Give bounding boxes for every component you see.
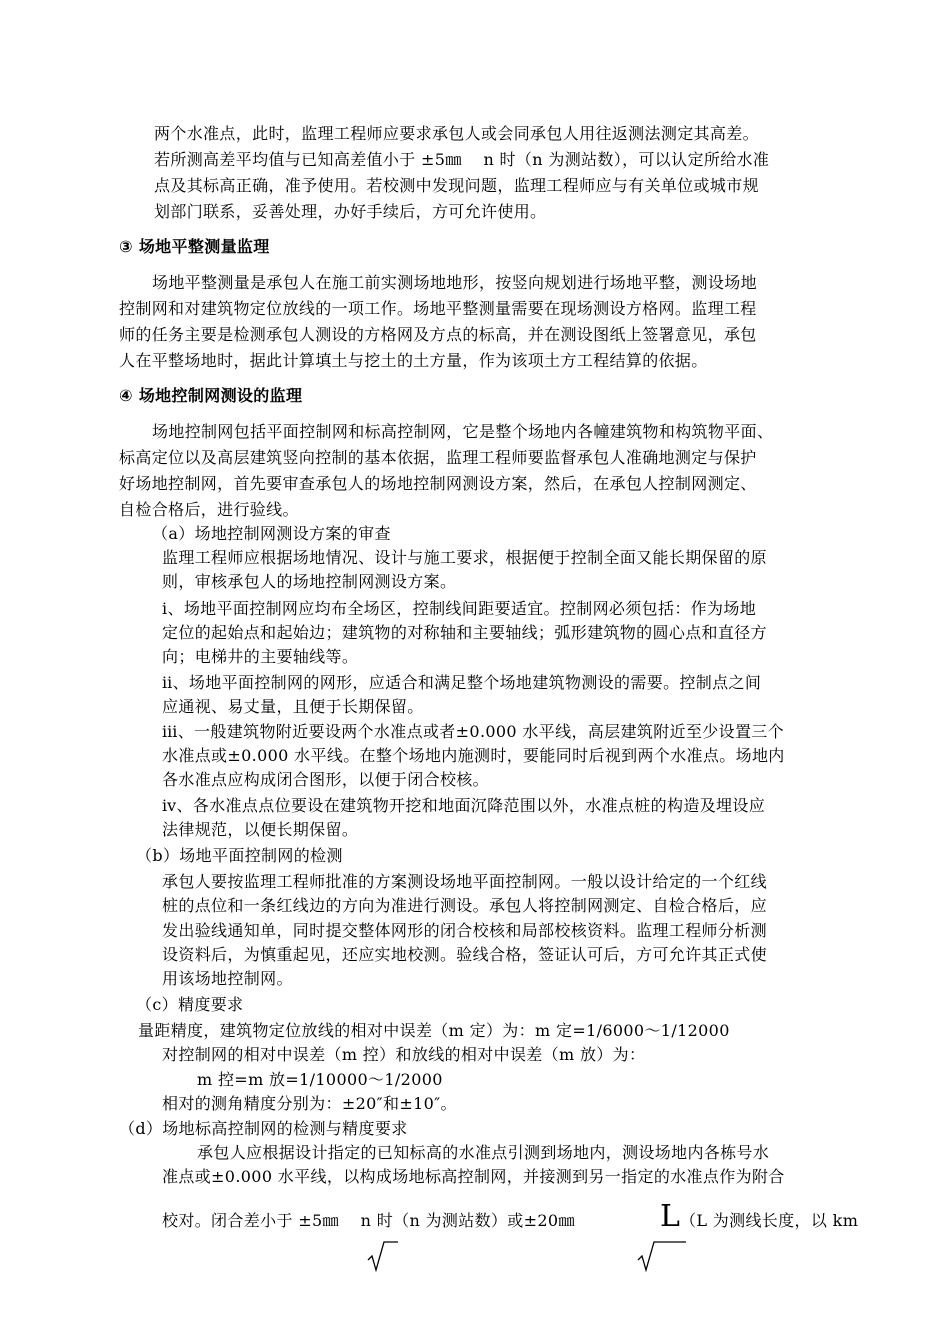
- formula-symbol: L: [660, 1199, 680, 1234]
- text-line: 向；电梯井的主要轴线等。: [162, 647, 359, 666]
- text-line: 应通视、易丈量，且便于长期保留。: [162, 697, 424, 716]
- subsection-title: （d）场地标高控制网的检测与精度要求: [119, 1119, 408, 1138]
- text-line: ⅱ、场地平面控制网的网形，应适合和满足整个场地建筑物测设的需要。控制点之间: [162, 673, 762, 692]
- text-line: 定位的起始点和起始边；建筑物的对称轴和主要轴线；弧形建筑物的圆心点和直径方: [162, 623, 767, 642]
- section-heading: ③ 场地平整测量监理: [119, 237, 270, 256]
- text-line: 好场地控制网，首先要审查承包人的场地控制网测设方案，然后，在承包人控制网测定、: [119, 474, 757, 493]
- text-line: 场地控制网包括平面控制网和标高控制网，它是整个场地内各幢建筑物和构筑物平面、: [152, 422, 774, 441]
- text-line: 则，审核承包人的场地控制网测设方案。: [162, 572, 457, 591]
- text-line: 两个水准点，此时，监理工程师应要求承包人或会同承包人用往返测法测定其高差。: [154, 124, 759, 143]
- radical-sign-icon: [636, 1238, 688, 1272]
- text-line: 师的任务主要是检测承包人测设的方格网及方点的标高，并在测设图纸上签署意见，承包: [119, 325, 757, 344]
- text-line: m 控=m 放=1/10000～1/2000: [197, 1070, 443, 1089]
- subsection-title: （c）精度要求: [136, 995, 244, 1014]
- text-line: ⅳ、各水准点点位要设在建筑物开挖和地面沉降范围以外，水准点桩的构造及埋设应: [162, 796, 766, 815]
- section-heading: ④ 场地控制网测设的监理: [119, 386, 303, 405]
- text-line: 承包人要按监理工程师批准的方案测设场地平面控制网。一般以设计给定的一个红线: [162, 872, 767, 891]
- text-line: ⅰ、场地平面控制网应均布全场区，控制线间距要适宜。控制网必须包括：作为场地: [162, 599, 757, 618]
- subsection-title: （b）场地平面控制网的检测: [136, 846, 343, 865]
- text-line: 若所测高差平均值与已知高差值小于 ±5㎜ n 时（n 为测站数），可以认定所给水准: [154, 150, 770, 169]
- text-line: 发出验线通知单，同时提交整体网形的闭合校核和局部校核资料。监理工程师分析测: [162, 921, 767, 940]
- text-line: 准点或±0.000 水平线，以构成场地标高控制网，并接测到另一指定的水准点作为附合: [162, 1167, 785, 1186]
- text-line: 自检合格后，进行验线。: [119, 500, 299, 519]
- text-line: 校对。闭合差小于 ±5㎜ n 时（n 为测站数）或±20㎜: [162, 1211, 592, 1230]
- text-line: 标高定位以及高层建筑竖向控制的基本依据，监理工程师要监督承包人准确地测定与保护: [119, 448, 757, 467]
- text-line: （L 为测线长度，以 km: [680, 1211, 859, 1230]
- text-line: 法律规范，以便长期保留。: [162, 820, 359, 839]
- subsection-title: （a）场地控制网测设方案的审查: [152, 524, 391, 543]
- text-line: 各水准点应构成闭合图形，以便于闭合校核。: [162, 770, 490, 789]
- text-line: 用该场地控制网。: [162, 969, 293, 988]
- text-line: 相对的测角精度分别为：±20″和±10″。: [162, 1094, 457, 1113]
- text-line: 划部门联系，妥善处理，办好手续后，方可允许使用。: [154, 202, 547, 221]
- text-line: 场地平整测量是承包人在施工前实测场地地形，按竖向规划进行场地平整，测设场地: [152, 273, 757, 292]
- text-line: 对控制网的相对中误差（m 控）和放线的相对中误差（m 放）为：: [162, 1045, 646, 1064]
- text-line: 量距精度，建筑物定位放线的相对中误差（m 定）为：m 定=1/6000～1/12000: [138, 1021, 730, 1040]
- text-line: 设资料后，为慎重起见，还应实地校测。验线合格，签证认可后，方可允许其正式使: [162, 945, 767, 964]
- text-line: 监理工程师应根据场地情况、设计与施工要求，根据便于控制全面又能长期保留的原: [162, 548, 767, 567]
- text-line: 承包人应根据设计指定的已知标高的水准点引测到场地内，测设场地内各栋号水: [197, 1143, 770, 1162]
- text-line: 桩的点位和一条红线边的方向为准进行测设。承包人将控制网测定、自检合格后，应: [162, 896, 767, 915]
- radical-sign-icon: [366, 1238, 400, 1272]
- text-line: 点及其标高正确，准予使用。若校测中发现问题，监理工程师应与有关单位或城市规: [154, 176, 759, 195]
- text-line: 控制网和对建筑物定位放线的一项工作。场地平整测量需要在现场测设方格网。监理工程: [119, 299, 757, 318]
- text-line: ⅲ、一般建筑物附近要设两个水准点或者±0.000 水平线，高层建筑附近至少设置三个: [162, 722, 784, 741]
- text-line: 人在平整场地时，据此计算填土与挖土的土方量，作为该项土方工程结算的依据。: [119, 351, 708, 370]
- text-line: 水准点或±0.000 水平线。在整个场地内施测时，要能同时后视到两个水准点。场地内: [162, 746, 785, 765]
